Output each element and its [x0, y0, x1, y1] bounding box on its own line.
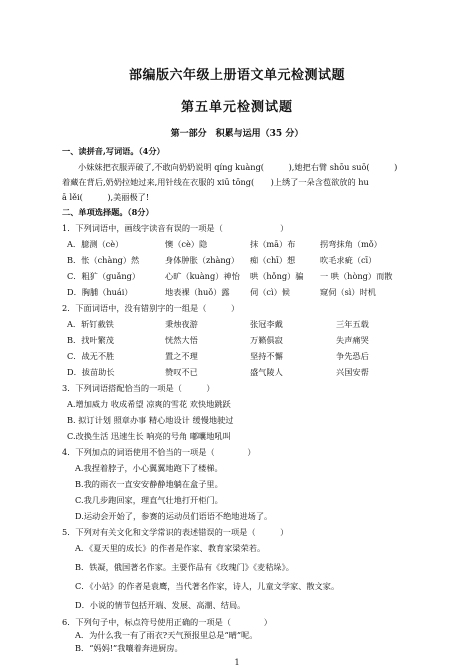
q1-option-b-3: 痴（chī）想	[250, 255, 296, 265]
q2-option-a-4: 三年五载	[336, 319, 369, 329]
q5-stem: 5．下列对有关文化和文学常识的表述错误的一项是（ ）	[62, 527, 289, 537]
q2-option-d-1: D．拔苗助长	[67, 367, 115, 377]
q6-option-b: B．“妈妈!”我嚷着奔进厨房。	[75, 643, 183, 653]
q1-option-a-1: A．臆测（cè）	[67, 239, 124, 249]
q3-stem: 3．下列词语搭配恰当的一项是（ ）	[62, 383, 215, 393]
q2-option-c-1: C．战无不胜	[67, 351, 115, 361]
q2-option-d-3: 盛气陵人	[250, 367, 283, 377]
q2-option-d-2: 赞叹不已	[165, 367, 198, 377]
q2-option-b-2: 恍然大悟	[165, 335, 198, 345]
q5-option-a: A．《夏天里的成长》的作者是作家、教育家梁荣若。	[75, 543, 266, 553]
q2-stem: 2．下面词语中，没有错别字的一组是（ ）	[62, 303, 240, 313]
q2-option-d-4: 兴国安帮	[336, 367, 369, 377]
q1-option-c-1: C．粗犷（guǎng）	[67, 271, 141, 281]
section-1-line-2: 着藏在背后,奶奶拉她过来,用针线在衣服的 xiū tōng( )上绣了一朵含苞欲放的 hu	[62, 177, 369, 187]
document-subtitle: 第五单元检测试题	[180, 100, 293, 115]
q1-option-d-2: 地表裸（huǒ）露	[165, 287, 230, 297]
q3-option-b: B. 拟订计划 照章办事 精心地设计 缓慢地驶过	[67, 415, 234, 425]
section-1-heading: 一、读拼音,写词语。（4分）	[62, 146, 165, 156]
q1-option-c-2: 心旷（kuàng）神怡	[165, 271, 240, 281]
q2-option-c-3: 坚持不懈	[250, 351, 283, 361]
q2-option-c-2: 置之不理	[165, 351, 198, 361]
q5-option-b: B．铁凝，俄国著名作家。主要作品有《玫瑰门》《麦秸垛》。	[75, 562, 294, 572]
q1-option-a-2: 懊（cè）隐	[165, 239, 208, 249]
section-1-line-3: ā lěi( ),美丽极了!	[62, 192, 150, 202]
q6-stem: 6．下列句子中，标点符号使用正确的一项是（ ）	[62, 617, 272, 627]
q2-option-b-1: B．找叶繁茂	[67, 335, 114, 345]
document-title: 部编版六年级上册语文单元检测试题	[128, 68, 345, 83]
section-1-line-1: 小妹妹把衣服弄破了,不敢向奶奶说明 qíng kuàng( ),她把右臂 shōu suō( )	[78, 162, 398, 172]
q4-option-a: A.我捏着脖子，小心翼翼地跑下了楼梯。	[75, 463, 223, 473]
q2-option-a-1: A．斩钉截铁	[67, 319, 114, 329]
q1-option-d-3: 伺（cì）候	[250, 287, 290, 297]
q2-option-b-3: 万籁俱寂	[250, 335, 283, 345]
q2-option-b-4: 失声痛哭	[336, 335, 369, 345]
q2-option-a-2: 秉烛夜游	[165, 319, 198, 329]
q4-option-c: C.我几步跑回家，理直气壮地打开柜门。	[75, 495, 223, 505]
q4-option-d: D.运动会开始了，参赛的运动员们语语不绝地进场了。	[75, 511, 273, 521]
q1-option-d-4: 窥伺（sì）时机	[320, 287, 376, 297]
q6-option-a: A．为什么我一有了雨衣?天气预报里总是“晴”呢。	[75, 630, 258, 640]
q1-option-c-4: 一 哄（hòng）而散	[320, 271, 393, 281]
q3-option-c: C.改换生活 迅速生长 响亮的号角 嘟囔地吼叫	[67, 431, 231, 441]
q1-option-b-4: 吹毛求疵（cī）	[320, 255, 377, 265]
page-number: 1	[234, 658, 240, 667]
q1-stem: 1．下列词语中，画线字读音有误的一项是（ ）	[62, 223, 289, 233]
q2-option-c-4: 争先恐后	[336, 351, 369, 361]
q1-option-b-2: 身体肿胀（zhàng）	[165, 255, 240, 265]
q5-option-c: C．《小站》的作者是袁鹰，当代著名作家，诗人，儿童文学家、散文家。	[75, 581, 340, 591]
part-heading: 第一部分 积累与运用（35 分）	[170, 129, 304, 139]
q2-option-a-3: 张冠李戴	[250, 319, 283, 329]
q3-option-a: A.增加威力 收成希望 凉爽的雪花 欢快地跳跃	[67, 399, 231, 409]
q1-option-a-4: 拐弯抹角（mǒ）	[320, 239, 382, 249]
q4-stem: 4．下列加点的词语使用不恰当的一项是（ ）	[62, 447, 256, 457]
q1-option-a-3: 抹（mā）布	[250, 239, 296, 249]
q1-option-c-3: 哄（hǒng）骗	[250, 271, 304, 281]
q4-option-b: B.我的雨衣一直安安静静地躺在盒子里。	[75, 479, 223, 489]
q5-option-d: D．小说的情节包括开端、发展、高潮、结局。	[75, 600, 246, 610]
q1-option-b-1: B．怅（chàng）然	[67, 255, 140, 265]
q1-option-d-1: D．胸脯（huái）	[67, 287, 133, 297]
section-2-heading: 二、单项选择题。（8分）	[62, 207, 154, 217]
